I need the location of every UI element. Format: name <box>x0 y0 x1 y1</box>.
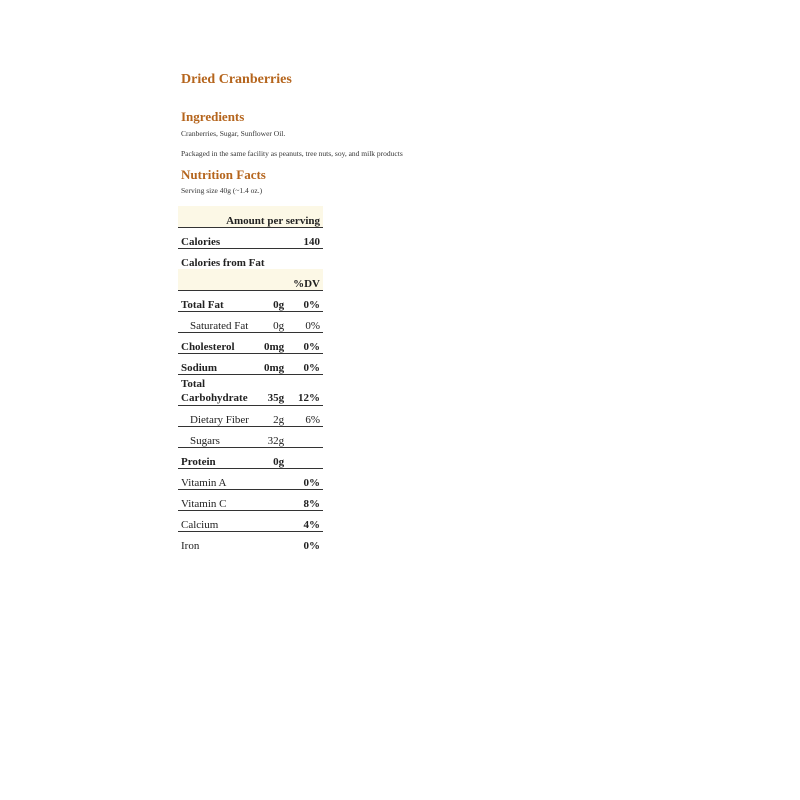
nutrient-amount: 0g <box>259 447 288 468</box>
table-row <box>178 374 323 405</box>
nutrient-label: Dietary Fiber <box>178 405 259 426</box>
table-row <box>178 206 323 227</box>
nutrient-dv: 0% <box>287 353 323 374</box>
calories-value: 140 <box>287 227 323 248</box>
nutrient-dv: 0% <box>287 311 323 332</box>
dv-header: %DV <box>287 269 323 290</box>
ingredients-text: Cranberries, Sugar, Sunflower Oil. <box>181 129 286 138</box>
table-row <box>178 269 323 290</box>
nutrient-label: Protein <box>178 447 259 468</box>
table-row <box>178 405 323 426</box>
product-title: Dried Cranberries <box>181 72 292 87</box>
nutrient-amount: 35g <box>259 374 288 405</box>
nutrient-dv: 0% <box>287 290 323 311</box>
table-row <box>178 248 323 269</box>
nutrient-label-line1: Total <box>181 377 206 390</box>
nutrient-label: Total Fat <box>178 290 259 311</box>
nutrient-label <box>178 374 259 405</box>
nutrient-amount: 0g <box>259 311 288 332</box>
nutrition-facts-heading: Nutrition Facts <box>181 167 266 182</box>
nutrient-dv: 0% <box>287 332 323 353</box>
table-row <box>178 510 323 531</box>
nutrient-label: Vitamin A <box>178 468 259 489</box>
nutrient-label: Calcium <box>178 510 259 531</box>
facility-notice: Packaged in the same facility as peanuts, tree nuts, soy, and milk products <box>181 149 403 158</box>
nutrient-dv: 8% <box>287 489 323 510</box>
nutrient-label: Cholesterol <box>178 332 259 353</box>
nutrient-label: Vitamin C <box>178 489 259 510</box>
ingredients-heading: Ingredients <box>181 109 245 124</box>
nutrient-dv: 12% <box>287 374 323 405</box>
nutrient-label: Saturated Fat <box>178 311 259 332</box>
nutrient-dv <box>287 426 323 447</box>
table-row <box>178 531 323 552</box>
nutrient-dv: 4% <box>287 510 323 531</box>
nutrient-dv <box>287 447 323 468</box>
dv-header-spacer <box>178 269 287 290</box>
table-row <box>178 489 323 510</box>
table-row <box>178 311 323 332</box>
table-row <box>178 468 323 489</box>
nutrient-dv: 6% <box>287 405 323 426</box>
nutrient-amount <box>259 510 288 531</box>
nutrient-label-line2: Carbohydrate <box>181 391 248 404</box>
nutrient-dv: 0% <box>303 540 320 552</box>
table-row <box>178 426 323 447</box>
table-row <box>178 332 323 353</box>
amount-per-serving-label: Amount per serving <box>178 206 323 227</box>
nutrition-table <box>178 206 323 552</box>
table-row <box>178 447 323 468</box>
nutrient-amount: 0mg <box>259 332 288 353</box>
nutrient-amount <box>259 489 288 510</box>
nutrient-amount: 32g <box>259 426 288 447</box>
table-row <box>178 227 323 248</box>
nutrient-amount <box>259 468 288 489</box>
nutrient-amount <box>259 531 288 552</box>
nutrient-dv: 0% <box>287 468 323 489</box>
nutrient-label: Iron <box>181 540 200 552</box>
nutrient-label: Sodium <box>178 353 259 374</box>
calories-from-fat-label: Calories from Fat <box>181 257 265 269</box>
serving-size: Serving size 40g (~1.4 oz.) <box>181 186 263 195</box>
table-row <box>178 290 323 311</box>
calories-label: Calories <box>178 227 287 248</box>
nutrient-amount: 2g <box>259 405 288 426</box>
nutrient-amount: 0mg <box>259 353 288 374</box>
table-row <box>178 353 323 374</box>
nutrient-amount: 0g <box>259 290 288 311</box>
nutrient-label: Sugars <box>178 426 259 447</box>
